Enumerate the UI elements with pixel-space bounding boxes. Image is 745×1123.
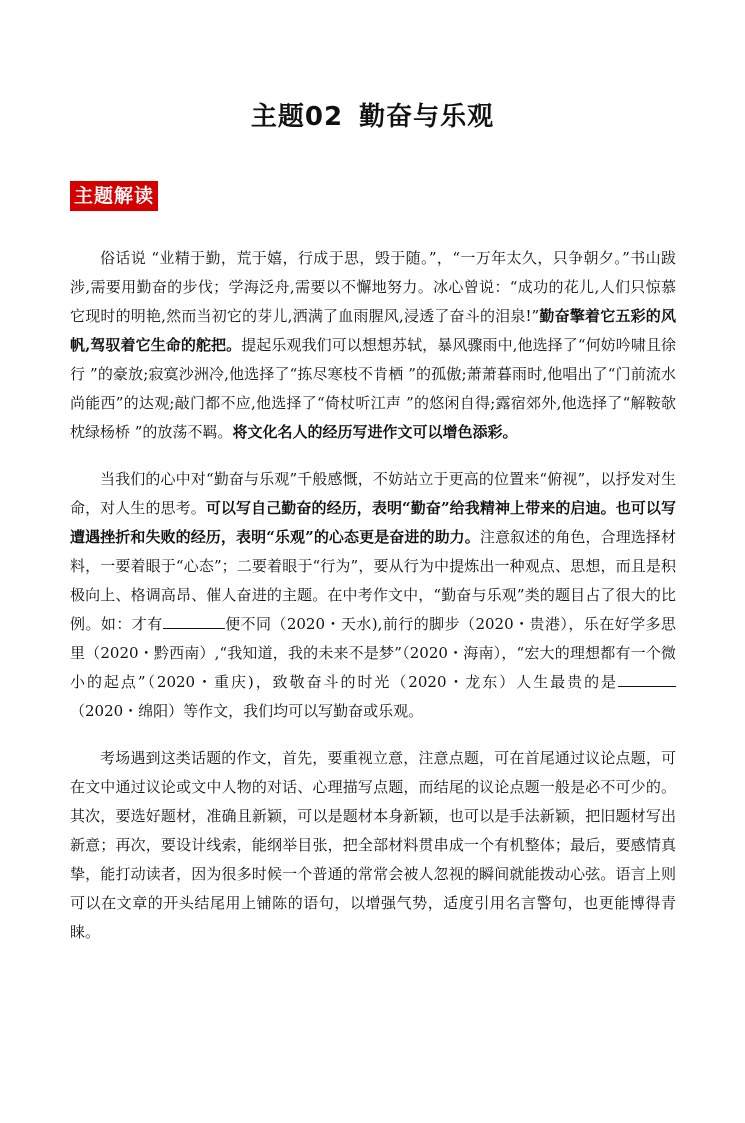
paragraph-1 xyxy=(70,244,676,447)
p3-text: 考场遇到这类话题的作文，首先，要重视立意，注意点题，可在首尾通过议论点题，可在文中通过议论或文中人物的对话、心理描写点题，而结尾的议论点题一般是必不可少的。其次，要选好题材，准确且新颖，可以是题材本身新颖，也可以是手法新颖，把旧题材写出新意；再次，要设计线索，能纲举目张，把全部材料贯串成一个有机整体；最后，要感情真挚，能打动读者，因为很多时候一个普通的常常会被人忽视的瞬间就能拨动心弦。语言上则可以在文章的开头结尾用上铺陈的语句，以增强气势，适度引用名言警句，也更能博得青睐。 xyxy=(70,749,676,941)
p1-text-a: 俗话说 “业精于勤，荒于嬉，行成于思，毁于随。”，“一万年太久，只争朝夕。”书山跋涉,需要用勤奋的步伐；学海泛舟,需要以不懈地努力。冰心曾说：“成功的花儿,人们只惊慕它现时的明艳,然而当初它的芽儿,洒满了血雨腥风,浸透了奋斗的泪泉!” xyxy=(70,249,676,325)
p1-text-c: 提起乐观我们可以想想苏轼，暴风骤雨中,他选择了“何妨吟啸且徐行 ”的豪放;寂寞沙洲冷,他选择了“拣尽寒枝不肯栖 ”的孤傲;萧萧暮雨时,他唱出了“门前流水尚能西”的达观;敲门都不应,他选择了“倚杖听江声 ”的悠闲自得;露宿郊外,他选择了“解鞍欹枕绿杨桥 ”的放荡不羁。 xyxy=(70,336,676,441)
p2-bold-1: 可以写自己勤奋的经历，表明“勤奋”给我精神上带来的启迪。也可以写遭遇挫折和失败的经历，表明“乐观”的心态更是奋进的助力。 xyxy=(70,499,676,546)
title-prefix: 主题02 xyxy=(250,102,344,132)
paragraph-3 xyxy=(70,744,676,947)
paragraph-2 xyxy=(70,465,676,726)
page-title xyxy=(0,96,745,133)
title-main: 勤奋与乐观 xyxy=(359,102,495,132)
fill-blank-2 xyxy=(618,670,676,687)
section-label: 主题解读 xyxy=(70,181,158,211)
p1-bold-2: 将文化名人的经历写进作文可以增色添彩。 xyxy=(232,423,518,441)
p2-text-e: （2020・绵阳）等作文，我们均可以写勤奋或乐观。 xyxy=(70,702,424,720)
document-body xyxy=(70,244,676,965)
p1-bold-1: 勤奋擎着它五彩的风帆,驾驭着它生命的舵把。 xyxy=(70,307,676,354)
p2-text-d: 便不同（2020・天水),前行的脚步（2020・贵港），乐在好学多思里（2020・黔西南）,“我知道，我的未来不是梦”（2020・海南），“宏大的理想都有一个微小的起点”（2020・重庆)，致敬奋斗的时光（2020・龙东）人生最贵的是 xyxy=(70,615,676,691)
fill-blank-1 xyxy=(163,612,225,629)
p2-text-a: 当我们的心中对“勤奋与乐观”千般感慨，不妨站立于更高的位置来“俯视”，以抒发对生命，对人生的思考。 xyxy=(70,470,676,517)
p2-text-c: 注意叙述的角色，合理选择材料，一要着眼于“心态”；二要着眼于“行为”，要从行为中提炼出一种观点、思想，而且是积极向上、格调高昂、催人奋进的主题。在中考作文中，“勤奋与乐观”类的题目占了很大的比例。如：才有 xyxy=(70,528,676,633)
